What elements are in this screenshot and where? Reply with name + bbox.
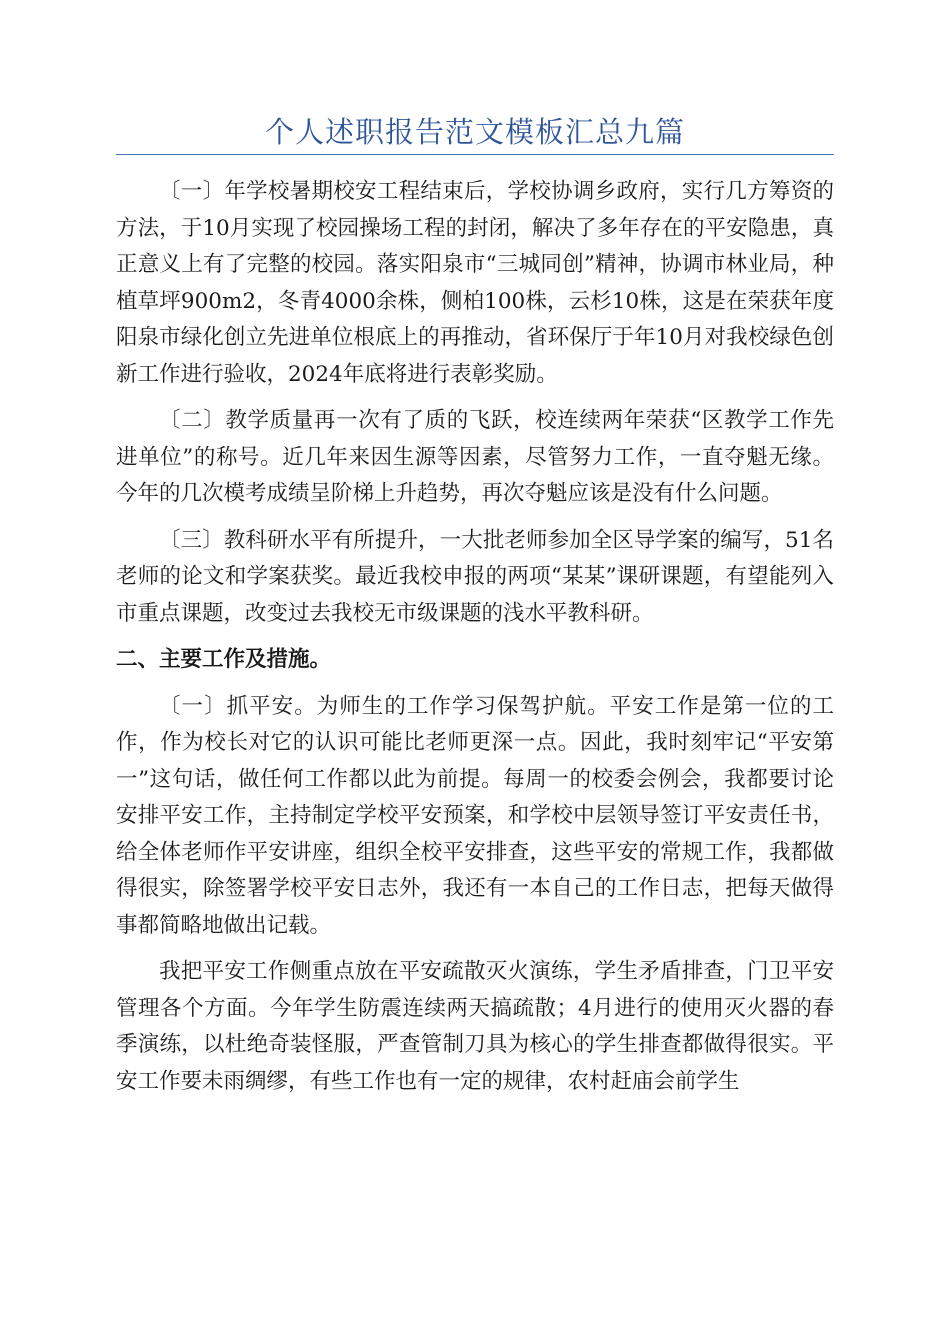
page-title: 个人述职报告范文模板汇总九篇 <box>264 115 685 149</box>
paragraph-5: 我把平安工作侧重点放在平安疏散灭火演练，学生矛盾排查，门卫平安管理各个方面。今年学生防震连续两天搞疏散；4月进行的使用灭火器的春季演练，以杜绝奇装怪服，严查管制刀具为核心的学生排查都做得很实。平安工作要未雨绸缪，有些工作也有一定的规律，农村赶庙会前学生 <box>116 959 834 1094</box>
paragraph-1: 〔一〕年学校暑期校安工程结束后，学校协调乡政府，实行几方筹资的方法，于10月实现了校园操场工程的封闭，解决了多年存在的平安隐患，真正意义上有了完整的校园。落实阳泉市“三城同创”精神，协调市林业局，种植草坪900m2，冬青4000余株，侧柏100株，云杉10株，这是在荣获年度阳泉市绿化创立先进单位根底上的再推动，省环保厅于年10月对我校绿色创新工作进行验收，2024年底将进行表彰奖励。 <box>116 179 834 387</box>
title-underline <box>116 154 834 155</box>
paragraph-4: 〔一〕抓平安。为师生的工作学习保驾护航。平安工作是第一位的工作，作为校长对它的认识可能比老师更深一点。因此，我时刻牢记“平安第一”这句话，做任何工作都以此为前提。每周一的校委会例会，我都要讨论安排平安工作，主持制定学校平安预案，和学校中层领导签订平安责任书，给全体老师作平安讲座，组织全校平安排查，这些平安的常规工作，我都做得很实，除签署学校平安日志外，我还有一本自己的工作日志，把每天做得事都简略地做出记载。 <box>116 693 834 938</box>
paragraph-3: 〔三〕教科研水平有所提升，一大批老师参加全区导学案的编写，51名老师的论文和学案获奖。最近我校申报的两项“某某”课研课题，有望能列入市重点课题，改变过去我校无市级课题的浅水平教科研。 <box>116 527 834 626</box>
paragraph-2: 〔二〕教学质量再一次有了质的飞跃，校连续两年荣获“区教学工作先进单位”的称号。近几年来因生源等因素，尽管努力工作，一直夺魁无缘。今年的几次模考成绩呈阶梯上升趋势，再次夺魁应该是没有什么问题。 <box>116 408 834 506</box>
section-heading: 二、主要工作及措施。 <box>116 647 332 672</box>
document-body <box>116 174 834 1110</box>
